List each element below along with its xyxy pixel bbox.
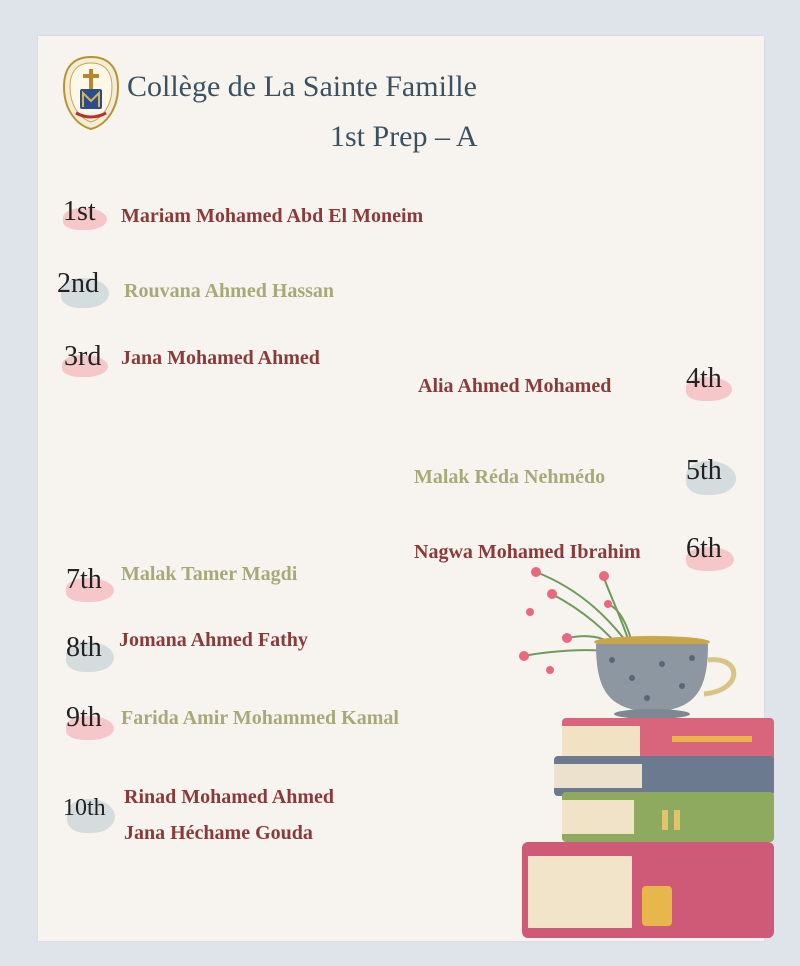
student-name: Malak Tamer Magdi	[121, 563, 298, 585]
student-name: Rinad Mohamed Ahmed	[124, 786, 335, 808]
student-name: Nagwa Mohamed Ibrahim	[414, 541, 641, 563]
school-name: Collège de La Sainte Famille	[127, 70, 477, 103]
student-name: Jana Mohamed Ahmed	[121, 347, 320, 369]
student-name: Alia Ahmed Mohamed	[418, 375, 612, 397]
class-title: 1st Prep – A	[330, 120, 478, 153]
student-name: Mariam Mohamed Abd El Moneim	[121, 205, 424, 227]
rank-label: 10th	[63, 795, 106, 822]
rank-label: 7th	[66, 564, 102, 596]
rank-label: 2nd	[57, 268, 99, 300]
student-name: Jana Héchame Gouda	[124, 822, 313, 844]
rank-label: 4th	[686, 363, 722, 395]
rank-label: 5th	[686, 455, 722, 487]
student-name: Jomana Ahmed Fathy	[119, 629, 308, 651]
school-logo	[62, 55, 120, 131]
student-name: Rouvana Ahmed Hassan	[124, 280, 335, 302]
student-name: Malak Réda Nehmédo	[414, 466, 606, 488]
rank-label: 6th	[686, 533, 722, 565]
rank-label: 9th	[66, 702, 102, 734]
rank-label: 8th	[66, 632, 102, 664]
rank-label: 3rd	[64, 341, 101, 373]
books-cup-illustration	[512, 560, 774, 944]
rank-label: 1st	[63, 196, 96, 228]
student-name: Farida Amir Mohammed Kamal	[121, 707, 399, 729]
